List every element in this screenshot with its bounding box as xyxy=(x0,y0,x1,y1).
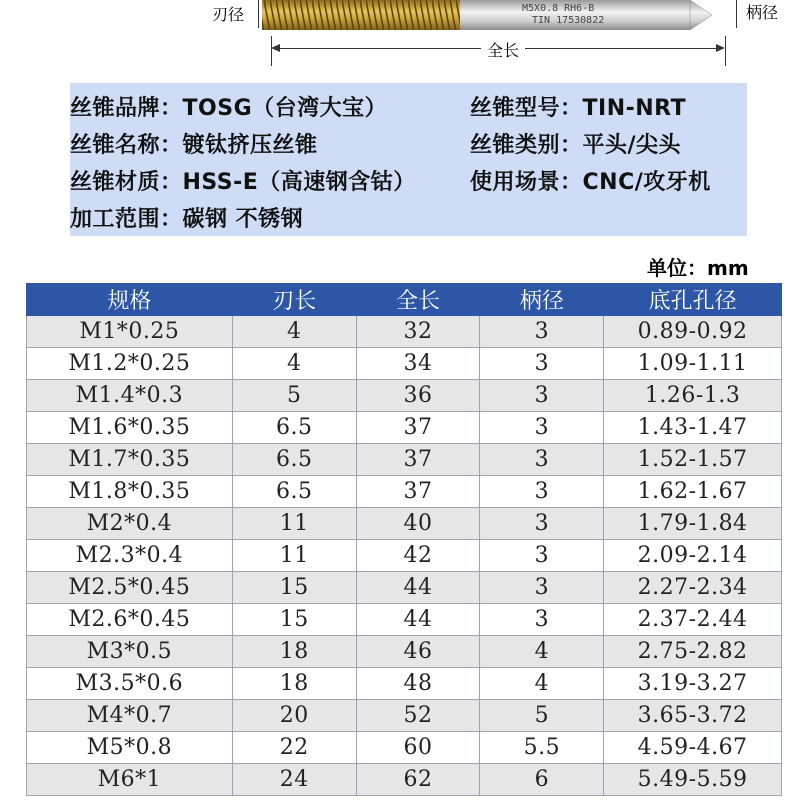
table-body xyxy=(27,316,782,796)
cell-total-length: 48 xyxy=(356,668,480,700)
cell-shank-diameter: 6 xyxy=(480,764,604,796)
cell-total-length: 37 xyxy=(356,476,480,508)
cell-size: M1.2*0.25 xyxy=(27,348,233,380)
cell-shank-diameter: 3 xyxy=(480,572,604,604)
cell-blade-length: 18 xyxy=(232,668,356,700)
cell-shank-diameter: 3 xyxy=(480,316,604,348)
spec-info-box xyxy=(70,83,747,236)
table-row xyxy=(27,540,782,572)
cell-shank-diameter: 5.5 xyxy=(480,732,604,764)
spec-table xyxy=(26,283,782,796)
tap-illustration xyxy=(0,0,800,70)
column-header-total-length: 全长 xyxy=(356,284,480,316)
table-row xyxy=(27,572,782,604)
spec-model-value: TIN-NRT xyxy=(582,96,687,121)
cell-blade-length: 22 xyxy=(232,732,356,764)
cell-blade-length: 6.5 xyxy=(232,412,356,444)
cell-total-length: 44 xyxy=(356,572,480,604)
table-row xyxy=(27,668,782,700)
spec-name xyxy=(70,128,318,159)
cell-size: M2*0.4 xyxy=(27,508,233,540)
cell-shank-diameter: 3 xyxy=(480,412,604,444)
cell-hole-diameter: 5.49-5.59 xyxy=(604,764,782,796)
cell-total-length: 34 xyxy=(356,348,480,380)
cell-hole-diameter: 2.27-2.34 xyxy=(604,572,782,604)
cell-hole-diameter: 2.37-2.44 xyxy=(604,604,782,636)
table-row xyxy=(27,380,782,412)
cell-blade-length: 6.5 xyxy=(232,476,356,508)
table-row xyxy=(27,508,782,540)
spec-usage-label: 使用场景： xyxy=(470,170,583,195)
column-header-size: 规格 xyxy=(27,284,233,316)
cell-blade-length: 5 xyxy=(232,380,356,412)
table-row xyxy=(27,732,782,764)
table-row xyxy=(27,604,782,636)
cell-total-length: 52 xyxy=(356,700,480,732)
table-row xyxy=(27,348,782,380)
dimension-tick xyxy=(725,36,726,66)
tap-marking-line1: M5X0.8 RH6-B xyxy=(522,3,595,14)
spec-material-label: 丝锥材质： xyxy=(70,170,183,195)
tap-threaded-part xyxy=(262,0,460,30)
cell-hole-diameter: 2.75-2.82 xyxy=(604,636,782,668)
cell-hole-diameter: 4.59-4.67 xyxy=(604,732,782,764)
table-row xyxy=(27,444,782,476)
spec-brand xyxy=(70,91,387,122)
cell-total-length: 42 xyxy=(356,540,480,572)
spec-range xyxy=(70,202,303,233)
table-row xyxy=(27,316,782,348)
cell-hole-diameter: 1.52-1.57 xyxy=(604,444,782,476)
cell-size: M1.8*0.35 xyxy=(27,476,233,508)
column-header-blade-length: 刃长 xyxy=(232,284,356,316)
cell-size: M3.5*0.6 xyxy=(27,668,233,700)
spec-model-label: 丝锥型号： xyxy=(470,96,583,121)
column-header-hole-diameter: 底孔孔径 xyxy=(604,284,782,316)
dimension-tick xyxy=(258,0,259,28)
cell-size: M1*0.25 xyxy=(27,316,233,348)
cell-shank-diameter: 3 xyxy=(480,476,604,508)
arrow-left-icon xyxy=(271,44,280,52)
cell-shank-diameter: 5 xyxy=(480,700,604,732)
cell-blade-length: 20 xyxy=(232,700,356,732)
cell-hole-diameter: 3.65-3.72 xyxy=(604,700,782,732)
cell-total-length: 40 xyxy=(356,508,480,540)
spec-brand-label: 丝锥品牌： xyxy=(70,96,183,121)
cell-blade-length: 11 xyxy=(232,508,356,540)
cell-blade-length: 24 xyxy=(232,764,356,796)
cell-total-length: 37 xyxy=(356,444,480,476)
cell-shank-diameter: 3 xyxy=(480,604,604,636)
cell-shank-diameter: 3 xyxy=(480,380,604,412)
total-length-label: 全长 xyxy=(481,38,525,61)
cell-blade-length: 11 xyxy=(232,540,356,572)
cell-hole-diameter: 1.09-1.11 xyxy=(604,348,782,380)
cell-blade-length: 15 xyxy=(232,572,356,604)
cell-hole-diameter: 3.19-3.27 xyxy=(604,668,782,700)
cell-shank-diameter: 3 xyxy=(480,348,604,380)
spec-brand-value: TOSG（台湾大宝） xyxy=(182,96,388,121)
cell-total-length: 32 xyxy=(356,316,480,348)
cell-size: M2.3*0.4 xyxy=(27,540,233,572)
cell-blade-length: 4 xyxy=(232,316,356,348)
spec-name-label: 丝锥名称： xyxy=(70,133,183,158)
cell-blade-length: 18 xyxy=(232,636,356,668)
shank-diameter-label: 柄径 xyxy=(746,3,779,22)
cell-total-length: 44 xyxy=(356,604,480,636)
cell-blade-length: 4 xyxy=(232,348,356,380)
spec-usage xyxy=(470,165,711,196)
spec-range-label: 加工范围： xyxy=(70,207,183,232)
cell-blade-length: 6.5 xyxy=(232,444,356,476)
spec-name-value: 镀钛挤压丝锥 xyxy=(182,133,318,158)
unit-label: 单位：mm xyxy=(647,256,749,280)
cell-total-length: 46 xyxy=(356,636,480,668)
table-row xyxy=(27,476,782,508)
cell-hole-diameter: 2.09-2.14 xyxy=(604,540,782,572)
spec-material xyxy=(70,165,416,196)
cell-hole-diameter: 0.89-0.92 xyxy=(604,316,782,348)
dimension-tick xyxy=(736,0,737,28)
cell-size: M2.5*0.45 xyxy=(27,572,233,604)
cell-size: M2.6*0.45 xyxy=(27,604,233,636)
blade-diameter-label: 刃径 xyxy=(212,5,245,24)
cell-shank-diameter: 4 xyxy=(480,636,604,668)
spec-type-value: 平头/尖头 xyxy=(582,133,682,158)
cell-shank-diameter: 3 xyxy=(480,444,604,476)
cell-total-length: 36 xyxy=(356,380,480,412)
spec-type-label: 丝锥类别： xyxy=(470,133,583,158)
cell-size: M3*0.5 xyxy=(27,636,233,668)
table-header-row xyxy=(27,284,782,316)
cell-total-length: 37 xyxy=(356,412,480,444)
cell-size: M1.4*0.3 xyxy=(27,380,233,412)
cell-blade-length: 15 xyxy=(232,604,356,636)
table-row xyxy=(27,636,782,668)
cell-shank-diameter: 3 xyxy=(480,540,604,572)
cell-total-length: 62 xyxy=(356,764,480,796)
table-row xyxy=(27,764,782,796)
tap-drawing xyxy=(0,0,800,36)
table-row xyxy=(27,412,782,444)
tap-marking-line2: TIN 17530822 xyxy=(532,15,605,26)
cell-size: M4*0.7 xyxy=(27,700,233,732)
cell-total-length: 60 xyxy=(356,732,480,764)
cell-hole-diameter: 1.62-1.67 xyxy=(604,476,782,508)
cell-shank-diameter: 4 xyxy=(480,668,604,700)
cell-hole-diameter: 1.26-1.3 xyxy=(604,380,782,412)
cell-size: M6*1 xyxy=(27,764,233,796)
cell-hole-diameter: 1.43-1.47 xyxy=(604,412,782,444)
cell-size: M1.6*0.35 xyxy=(27,412,233,444)
cell-hole-diameter: 1.79-1.84 xyxy=(604,508,782,540)
table-row xyxy=(27,700,782,732)
spec-usage-value: CNC/攻牙机 xyxy=(582,170,711,195)
spec-model xyxy=(470,91,686,122)
column-header-shank-diameter: 柄径 xyxy=(480,284,604,316)
spec-type xyxy=(470,128,681,159)
spec-range-value: 碳钢 不锈钢 xyxy=(182,207,304,232)
cell-size: M1.7*0.35 xyxy=(27,444,233,476)
spec-material-value: HSS-E（高速钢含钴） xyxy=(182,170,416,195)
arrow-right-icon xyxy=(716,44,725,52)
cell-size: M5*0.8 xyxy=(27,732,233,764)
cell-shank-diameter: 3 xyxy=(480,508,604,540)
